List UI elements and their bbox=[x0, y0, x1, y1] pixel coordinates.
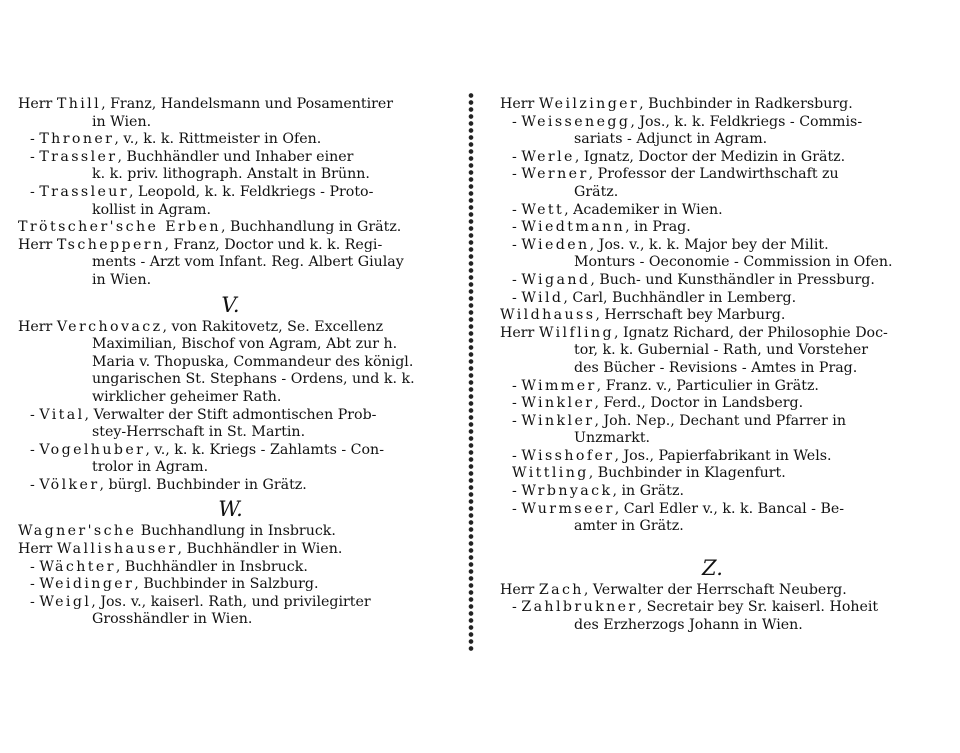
entry-line: - Trassler, Buchhändler und Inhaber einer bbox=[30, 148, 354, 165]
entry-surname: Wisshofer bbox=[521, 447, 615, 464]
entry-line: des Bücher - Revisions - Amtes in Prag. bbox=[574, 359, 858, 376]
entry-line: des Erzherzogs Johann in Wien. bbox=[574, 617, 803, 634]
entry-line: - Vital, Verwalter der Stift admontischen Prob- bbox=[30, 406, 377, 423]
directory-entry bbox=[500, 202, 925, 220]
directory-entry bbox=[18, 96, 443, 131]
entry-surname: Vogelhuber bbox=[39, 441, 146, 458]
entry-surname: Wächter bbox=[39, 558, 116, 575]
directory-entry bbox=[18, 477, 443, 495]
entry-surname: Wallishauser bbox=[56, 541, 178, 558]
directory-entry bbox=[18, 131, 443, 149]
entry-surname: Trötscher'sche Erben bbox=[18, 219, 221, 236]
entry-surname: Wilfling bbox=[538, 324, 614, 341]
entry-surname: Werle bbox=[521, 148, 575, 165]
entry-surname: Wagner'sche bbox=[18, 523, 137, 540]
directory-entry bbox=[500, 166, 925, 201]
entry-surname: Tscheppern bbox=[56, 236, 165, 253]
entry-line: Trötscher'sche Erben, Buchhandlung in Grätz. bbox=[18, 219, 402, 236]
entry-line: Herr Wallishauser, Buchhändler in Wien. bbox=[18, 541, 343, 558]
entry-line: sariats - Adjunct in Agram. bbox=[574, 131, 768, 148]
entry-line: - Wild, Carl, Buchhändler in Lemberg. bbox=[512, 289, 797, 306]
directory-entry bbox=[18, 559, 443, 577]
entry-surname: Wurmseer bbox=[521, 500, 615, 517]
directory-entry bbox=[500, 219, 925, 237]
entry-line: - Werle, Ignatz, Doctor der Medizin in Grätz. bbox=[512, 148, 846, 165]
entry-line: Maximilian, Bischof von Agram, Abt zur h. bbox=[92, 336, 398, 353]
entry-line: wirklicher geheimer Rath. bbox=[92, 388, 282, 405]
entry-line: - Völker, bürgl. Buchbinder in Grätz. bbox=[30, 476, 307, 493]
directory-entry bbox=[18, 319, 443, 407]
section-heading-z: Z. bbox=[702, 555, 723, 580]
entry-surname: Zahlbrukner bbox=[521, 599, 638, 616]
entry-line: - Wigand, Buch- und Kunsthändler in Pressburg. bbox=[512, 271, 875, 288]
entry-line: Wagner'sche Buchhandlung in Insbruck. bbox=[18, 523, 336, 540]
directory-entry bbox=[500, 290, 925, 308]
entry-group bbox=[500, 582, 925, 635]
entry-line: - Wisshofer, Jos., Papierfabrikant in Wels. bbox=[512, 447, 832, 464]
left-column bbox=[18, 96, 443, 629]
entry-line: Maria v. Thopuska, Commandeur des königl. bbox=[92, 353, 414, 370]
entry-surname: Wieden bbox=[521, 236, 590, 253]
directory-entry bbox=[500, 501, 925, 536]
directory-entry bbox=[18, 442, 443, 477]
directory-entry bbox=[500, 465, 925, 483]
entry-line: in Wien. bbox=[92, 271, 152, 288]
entry-surname: Verchovacz bbox=[56, 318, 163, 335]
entry-surname: Wett bbox=[521, 201, 565, 218]
entry-group bbox=[18, 319, 443, 495]
directory-entry bbox=[18, 541, 443, 559]
entry-surname: Wittling bbox=[512, 465, 589, 482]
entry-line: - Weigl, Jos. v., kaiserl. Rath, und privilegirter bbox=[30, 593, 371, 610]
entry-line: Herr Weilzinger, Buchbinder in Radkersburg. bbox=[500, 96, 853, 112]
entry-line: - Weissenegg, Jos., k. k. Feldkriegs - Commis- bbox=[512, 113, 863, 130]
entry-line: k. k. priv. lithograph. Anstalt in Brünn. bbox=[92, 166, 370, 183]
entry-line: Herr Tscheppern, Franz, Doctor und k. k. Regi- bbox=[18, 236, 383, 253]
entry-surname: Zach bbox=[538, 581, 584, 598]
entry-line: Grätz. bbox=[574, 183, 619, 200]
directory-entry bbox=[500, 272, 925, 290]
directory-entry bbox=[18, 576, 443, 594]
directory-entry bbox=[18, 149, 443, 184]
directory-entry bbox=[18, 237, 443, 290]
entry-line: Wildhauss, Herrschaft bey Marburg. bbox=[500, 307, 786, 324]
entry-line: Herr Thill, Franz, Handelsmann und Posamentirer bbox=[18, 96, 394, 112]
entry-line: Grosshändler in Wien. bbox=[92, 611, 253, 628]
directory-entry bbox=[18, 184, 443, 219]
entry-group bbox=[18, 96, 443, 290]
entry-line: amter in Grätz. bbox=[574, 518, 684, 535]
directory-entry bbox=[500, 325, 925, 378]
entry-line: - Trassleur, Leopold, k. k. Feldkriegs - Proto- bbox=[30, 183, 374, 200]
directory-entry bbox=[500, 395, 925, 413]
entry-surname: Wrbnyack bbox=[521, 483, 613, 500]
directory-entry bbox=[18, 407, 443, 442]
entry-surname: Wild bbox=[521, 289, 564, 306]
entry-surname: Vital bbox=[39, 406, 85, 423]
entry-line: - Wrbnyack, in Grätz. bbox=[512, 483, 684, 500]
entry-line: - Winkler, Joh. Nep., Dechant und Pfarrer in bbox=[512, 412, 846, 429]
entry-line: - Weidinger, Buchbinder in Salzburg. bbox=[30, 576, 319, 593]
entry-line: Herr Wilfling, Ignatz Richard, der Philosophie Doc- bbox=[500, 324, 888, 341]
directory-entry bbox=[500, 483, 925, 501]
directory-entry bbox=[500, 96, 925, 114]
entry-surname: Winkler bbox=[521, 395, 595, 412]
entry-surname: Weissenegg bbox=[521, 113, 631, 130]
entry-line: - Wurmseer, Carl Edler v., k. k. Bancal - Be- bbox=[512, 500, 845, 517]
entry-surname: Throner bbox=[39, 131, 115, 148]
entry-line: - Wiedtmann, in Prag. bbox=[512, 219, 691, 236]
entry-surname: Wildhauss bbox=[500, 307, 596, 324]
entry-group bbox=[500, 96, 925, 536]
entry-surname: Werner bbox=[521, 166, 589, 183]
ornamental-divider bbox=[466, 92, 476, 652]
entry-line: ungarischen St. Stephans - Ordens, und k. k. bbox=[92, 371, 415, 388]
entry-line: kollist in Agram. bbox=[92, 201, 211, 218]
directory-entry bbox=[500, 378, 925, 396]
entry-line: - Zahlbrukner, Secretair bey Sr. kaiserl. Hoheit bbox=[512, 599, 879, 616]
directory-entry bbox=[18, 219, 443, 237]
right-column bbox=[500, 96, 925, 635]
entry-group bbox=[18, 523, 443, 629]
entry-line: - Winkler, Ferd., Doctor in Landsberg. bbox=[512, 395, 804, 412]
entry-line: Herr Zach, Verwalter der Herrschaft Neuberg. bbox=[500, 581, 847, 598]
directory-entry bbox=[500, 149, 925, 167]
entry-line: - Vogelhuber, v., k. k. Kriegs - Zahlamts - Con- bbox=[30, 441, 384, 458]
section-heading-w: W. bbox=[218, 497, 243, 522]
entry-line: ments - Arzt vom Infant. Reg. Albert Giulay bbox=[92, 254, 404, 271]
entry-surname: Wigand bbox=[521, 271, 591, 288]
entry-line: tor, k. k. Gubernial - Rath, und Vorsteher bbox=[574, 342, 869, 359]
entry-line: in Wien. bbox=[92, 113, 152, 130]
entry-line: - Werner, Professor der Landwirthschaft zu bbox=[512, 166, 839, 183]
directory-entry bbox=[500, 413, 925, 448]
entry-surname: Thill bbox=[56, 96, 102, 112]
entry-surname: Weigl bbox=[39, 593, 92, 610]
entry-surname: Trassleur bbox=[39, 183, 130, 200]
entry-line: - Wieden, Jos. v., k. k. Major bey der Milit. bbox=[512, 236, 829, 253]
directory-entry bbox=[18, 594, 443, 629]
entry-line: Monturs - Oeconomie - Commission in Ofen. bbox=[574, 254, 893, 271]
entry-line: Herr Verchovacz, von Rakitovetz, Se. Excellenz bbox=[18, 318, 384, 335]
entry-surname: Wiedtmann bbox=[521, 219, 626, 236]
directory-entry bbox=[500, 114, 925, 149]
directory-entry bbox=[500, 599, 925, 634]
entry-line: - Wimmer, Franz. v., Particulier in Grätz. bbox=[512, 377, 819, 394]
directory-entry bbox=[500, 307, 925, 325]
entry-line: - Wett, Academiker in Wien. bbox=[512, 201, 723, 218]
directory-entry bbox=[500, 448, 925, 466]
entry-line: - Wächter, Buchhändler in Insbruck. bbox=[30, 558, 308, 575]
entry-surname: Winkler bbox=[521, 412, 595, 429]
section-heading-v: V. bbox=[221, 292, 240, 317]
entry-line: trolor in Agram. bbox=[92, 459, 209, 476]
entry-surname: Wimmer bbox=[521, 377, 597, 394]
entry-surname: Weilzinger bbox=[538, 96, 640, 112]
entry-line: Unzmarkt. bbox=[574, 430, 651, 447]
directory-entry bbox=[500, 582, 925, 600]
directory-entry bbox=[500, 237, 925, 272]
entry-surname: Weidinger bbox=[39, 576, 135, 593]
entry-surname: Trassler bbox=[39, 148, 118, 165]
entry-line: stey-Herrschaft in St. Martin. bbox=[92, 424, 306, 441]
entry-surname: Völker bbox=[39, 476, 100, 493]
entry-line: - Throner, v., k. k. Rittmeister in Ofen. bbox=[30, 131, 322, 148]
entry-line: Wittling, Buchbinder in Klagenfurt. bbox=[512, 465, 786, 482]
directory-entry bbox=[18, 523, 443, 541]
